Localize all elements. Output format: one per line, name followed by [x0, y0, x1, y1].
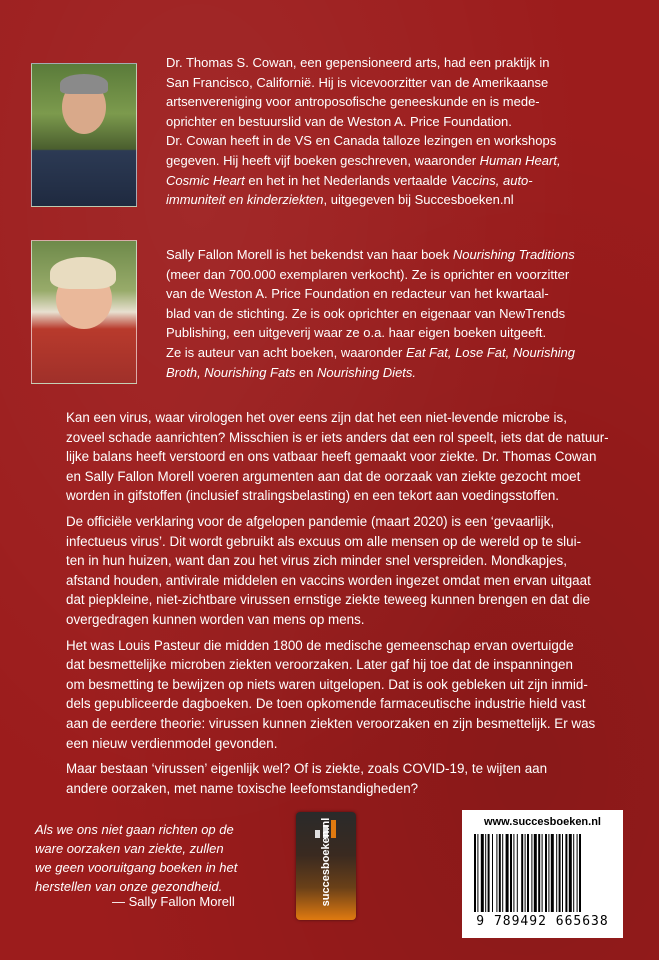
- paragraph: Maar bestaan ‘virussen’ eigenlijk wel? Of is ziekte, zoals COVID-19, te wijten aan andere oorzaken, met name toxische leefomstandigheden?: [66, 761, 548, 796]
- quote-author: — Sally Fallon Morell: [112, 894, 235, 909]
- bio-cowan: Dr. Thomas S. Cowan, een gepensioneerd arts, had een praktijk in San Francisco, Californië. Hij is vicevoorzitter van de Amerikaanse artsenvereniging voor antroposofische geneeskunde en is mede- oprichter en bestuurslid van de Weston A. Price Foundation. Dr. Cowan heeft in de VS en Canada talloze lezingen en workshops gegeven. Hij heeft vijf boeken geschreven, waaronder Human Heart, Cosmic Heart en het in het Nederlands vertaalde Vaccins, auto- immuniteit en kinderziekten, uitgegeven bij Succesboeken.nl: [166, 55, 561, 208]
- blurb-text: [66, 408, 632, 804]
- paragraph: Het was Louis Pasteur die midden 1800 de medische gemeenschap ervan overtuigde dat besmettelijke microben ziekten veroorzaken. Later gaf hij toe dat de inspanningen om besmetting te bewijzen op niets waren uitgelopen. Dat is ook gebleken uit zijn inmid- dels gepubliceerde dagboeken. De toen opkomende farmaceutische industrie hield vast aan de eerdere theorie: virussen kunnen ziekten veroorzaken en zijn besmettelijk. Er was een nieuw verdienmodel gevonden.: [66, 637, 596, 751]
- paragraph: Kan een virus, waar virologen het over eens zijn dat het een niet-levende microbe is, zoveel schade aanrichten? Misschien is er iets anders dat een rol speelt, iets dat de natuur- lijke balans heeft verstoord en ons vatbaar heeft gemaakt voor ziekte. Dr. Thomas Cowan en Sally Fallon Morell voeren argumenten aan dat de oorzaak van ziekte gezocht moet worden in gifstoffen (inclusief stralingsbelasting) en een tekort aan voedingsstoffen.: [66, 410, 609, 504]
- barcode-panel: [462, 810, 623, 938]
- barcode: [474, 834, 611, 914]
- bio-fallon: Sally Fallon Morell is het bekendst van haar boek Nourishing Traditions (meer dan 700.000 exemplaren verkocht). Ze is oprichter en voorzitter van de Weston A. Price Foundation en redacteur van het kwartaal- blad van de stichting. Ze is ook oprichter en eigenaar van NewTrends Publishing, een uitgeverij waar ze o.a. haar eigen boeken uitgeeft. Ze is auteur van acht boeken, waaronder Eat Fat, Lose Fat, Nourishing Broth, Nourishing Fats en Nourishing Diets.: [166, 247, 576, 380]
- author-photo-cowan: [31, 63, 137, 207]
- publisher-logo: [296, 812, 356, 920]
- author-photo-fallon: [31, 240, 137, 384]
- publisher-logo-text: succesboeken.nl: [320, 817, 332, 907]
- publisher-url: www.succesboeken.nl: [484, 816, 601, 828]
- isbn-number: 9 789492 665638: [476, 914, 609, 929]
- paragraph: De officiële verklaring voor de afgelopen pandemie (maart 2020) is een ‘gevaarlijk, infectueus virus’. Dit wordt gebruikt als excuus om alle mensen op de wereld op te slui- ten in hun huizen, want dan zou het virus zich minder snel verspreiden. Mondkapjes, afstand houden, antivirale middelen en vaccins worden ingezet omdat men ervan uitgaat dat piepkleine, niet-zichtbare virussen ernstige ziekte teweeg kunnen brengen en dat die overgedragen kunnen worden van mens op mens.: [66, 513, 591, 627]
- pull-quote: Als we ons niet gaan richten op de ware oorzaken van ziekte, zullen we geen vooruitgang boeken in het herstellen van onze gezondheid.: [35, 822, 238, 894]
